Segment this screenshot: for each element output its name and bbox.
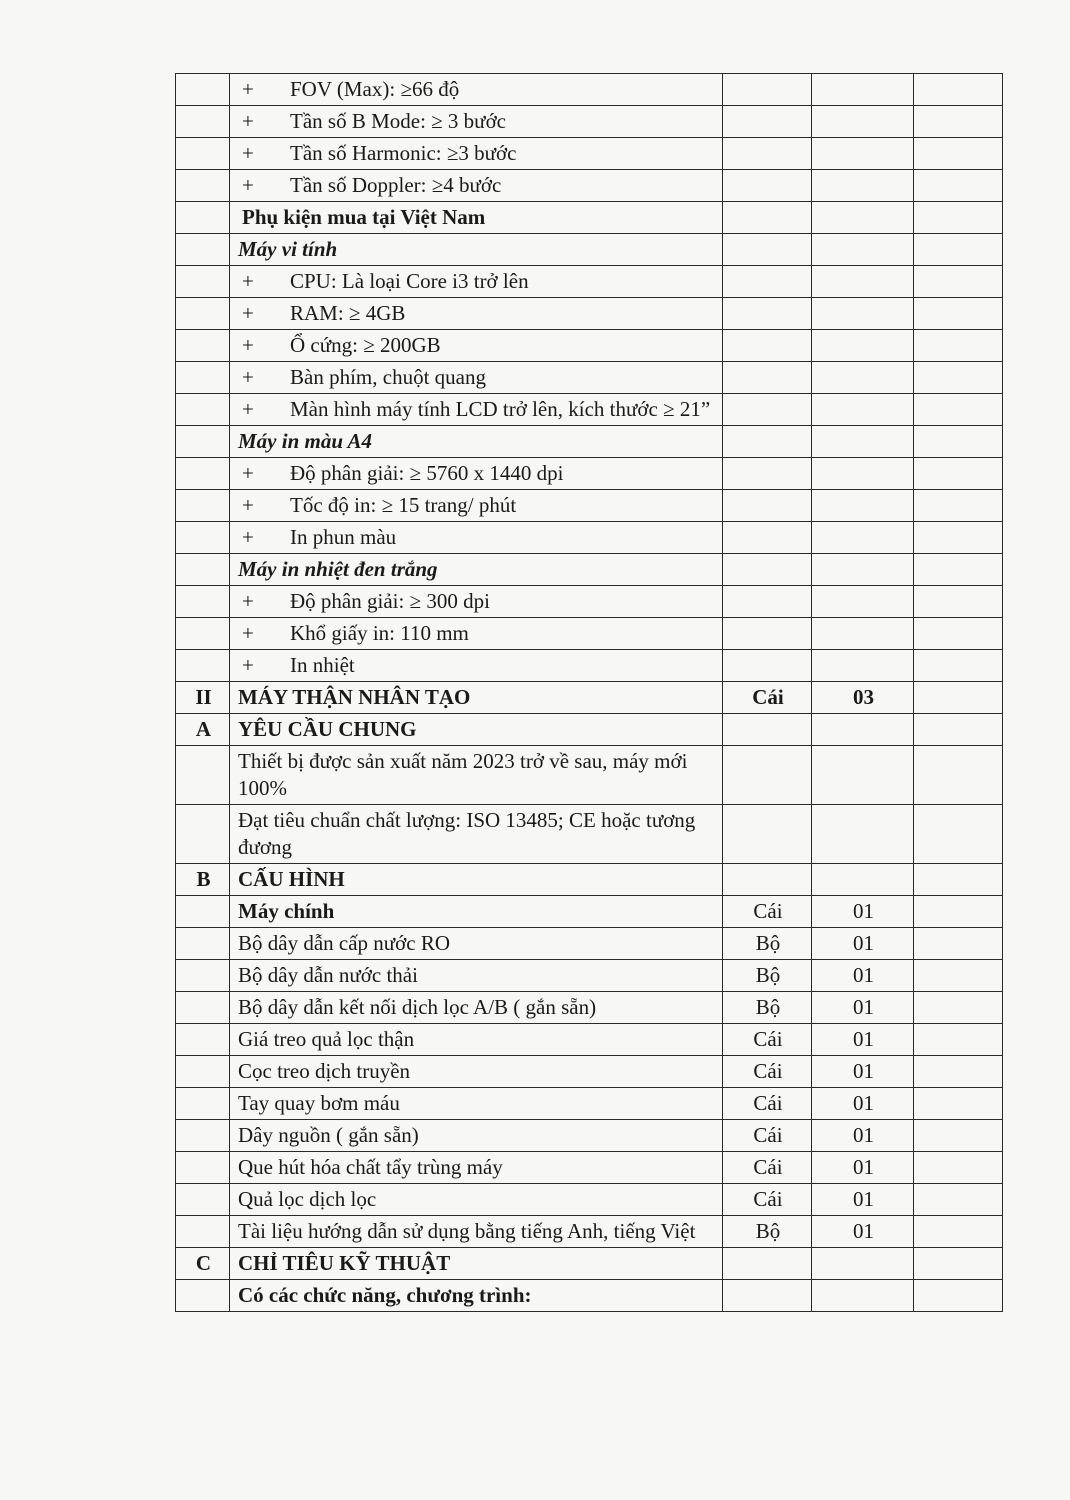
description-text: In nhiệt bbox=[290, 653, 355, 677]
table-row bbox=[176, 928, 1003, 960]
description-text: Bộ dây dẫn nước thải bbox=[238, 963, 418, 987]
row-number-cell bbox=[176, 1088, 230, 1120]
quantity-cell: 01 bbox=[812, 992, 914, 1024]
table-row bbox=[176, 896, 1003, 928]
table-row bbox=[176, 1056, 1003, 1088]
bullet-marker: + bbox=[242, 653, 254, 677]
row-number-cell bbox=[176, 1280, 230, 1312]
table-row bbox=[176, 490, 1003, 522]
empty-cell bbox=[914, 458, 1003, 490]
unit-cell bbox=[723, 1280, 812, 1312]
unit-cell: Cái bbox=[723, 1152, 812, 1184]
description-cell bbox=[230, 522, 723, 554]
row-number-cell: A bbox=[176, 714, 230, 746]
row-number-cell bbox=[176, 74, 230, 106]
quantity-cell bbox=[812, 522, 914, 554]
empty-cell bbox=[914, 1216, 1003, 1248]
empty-cell bbox=[914, 960, 1003, 992]
description-text: Máy vi tính bbox=[238, 237, 338, 261]
quantity-cell: 01 bbox=[812, 1216, 914, 1248]
table-row bbox=[176, 74, 1003, 106]
row-number-cell bbox=[176, 298, 230, 330]
description-text: Tay quay bơm máu bbox=[238, 1091, 400, 1115]
empty-cell bbox=[914, 805, 1003, 864]
description-cell bbox=[230, 960, 723, 992]
quantity-cell bbox=[812, 864, 914, 896]
description-cell bbox=[230, 618, 723, 650]
quantity-cell bbox=[812, 458, 914, 490]
quantity-cell bbox=[812, 490, 914, 522]
description-cell bbox=[230, 266, 723, 298]
empty-cell bbox=[914, 554, 1003, 586]
description-cell bbox=[230, 586, 723, 618]
row-number-cell bbox=[176, 426, 230, 458]
bullet-marker: + bbox=[242, 461, 254, 485]
description-cell bbox=[230, 805, 723, 864]
table-row bbox=[176, 1024, 1003, 1056]
description-text: MÁY THẬN NHÂN TẠO bbox=[238, 685, 471, 709]
description-text: Tần số Harmonic: ≥3 bước bbox=[290, 141, 517, 165]
description-text: Bộ dây dẫn cấp nước RO bbox=[238, 931, 451, 955]
description-cell bbox=[230, 330, 723, 362]
description-text: YÊU CẦU CHUNG bbox=[238, 717, 417, 741]
row-number-cell bbox=[176, 650, 230, 682]
description-text: Tần số Doppler: ≥4 bước bbox=[290, 173, 502, 197]
row-number-cell: II bbox=[176, 682, 230, 714]
row-number-cell bbox=[176, 1216, 230, 1248]
empty-cell bbox=[914, 1280, 1003, 1312]
unit-cell bbox=[723, 805, 812, 864]
empty-cell bbox=[914, 618, 1003, 650]
quantity-cell: 01 bbox=[812, 928, 914, 960]
quantity-cell bbox=[812, 266, 914, 298]
table-row bbox=[176, 1280, 1003, 1312]
description-cell bbox=[230, 1248, 723, 1280]
row-number-cell bbox=[176, 586, 230, 618]
description-cell bbox=[230, 928, 723, 960]
table-row bbox=[176, 106, 1003, 138]
bullet-marker: + bbox=[242, 269, 254, 293]
row-number-cell bbox=[176, 960, 230, 992]
table-row bbox=[176, 266, 1003, 298]
table-row bbox=[176, 330, 1003, 362]
empty-cell bbox=[914, 490, 1003, 522]
row-number-cell bbox=[176, 330, 230, 362]
empty-cell bbox=[914, 714, 1003, 746]
quantity-cell bbox=[812, 234, 914, 266]
empty-cell bbox=[914, 138, 1003, 170]
quantity-cell: 01 bbox=[812, 1056, 914, 1088]
empty-cell bbox=[914, 1152, 1003, 1184]
table-row bbox=[176, 1152, 1003, 1184]
quantity-cell bbox=[812, 202, 914, 234]
description-cell bbox=[230, 394, 723, 426]
quantity-cell bbox=[812, 170, 914, 202]
spec-table-body bbox=[176, 74, 1003, 1312]
description-cell bbox=[230, 992, 723, 1024]
empty-cell bbox=[914, 74, 1003, 106]
description-text: Bộ dây dẫn kết nối dịch lọc A/B ( gắn sẵn) bbox=[238, 995, 597, 1019]
unit-cell bbox=[723, 714, 812, 746]
table-row bbox=[176, 805, 1003, 864]
description-cell bbox=[230, 1216, 723, 1248]
empty-cell bbox=[914, 234, 1003, 266]
row-number-cell bbox=[176, 618, 230, 650]
table-row bbox=[176, 394, 1003, 426]
description-cell bbox=[230, 746, 723, 805]
unit-cell bbox=[723, 138, 812, 170]
quantity-cell bbox=[812, 746, 914, 805]
empty-cell bbox=[914, 202, 1003, 234]
description-text: Có các chức năng, chương trình: bbox=[238, 1283, 532, 1307]
empty-cell bbox=[914, 106, 1003, 138]
row-number-cell bbox=[176, 896, 230, 928]
unit-cell bbox=[723, 106, 812, 138]
table-row bbox=[176, 202, 1003, 234]
bullet-marker: + bbox=[242, 77, 254, 101]
table-row bbox=[176, 138, 1003, 170]
unit-cell bbox=[723, 554, 812, 586]
empty-cell bbox=[914, 1120, 1003, 1152]
description-text: Que hút hóa chất tẩy trùng máy bbox=[238, 1155, 503, 1179]
table-row bbox=[176, 234, 1003, 266]
table-row bbox=[176, 746, 1003, 805]
description-cell bbox=[230, 458, 723, 490]
description-text: Giá treo quả lọc thận bbox=[238, 1027, 415, 1051]
empty-cell bbox=[914, 650, 1003, 682]
quantity-cell bbox=[812, 298, 914, 330]
row-number-cell bbox=[176, 1024, 230, 1056]
unit-cell: Cái bbox=[723, 1056, 812, 1088]
description-text: Máy in màu A4 bbox=[238, 429, 372, 453]
empty-cell bbox=[914, 682, 1003, 714]
unit-cell: Bộ bbox=[723, 1216, 812, 1248]
row-number-cell bbox=[176, 1120, 230, 1152]
empty-cell bbox=[914, 992, 1003, 1024]
row-number-cell bbox=[176, 138, 230, 170]
unit-cell bbox=[723, 490, 812, 522]
table-row bbox=[176, 1216, 1003, 1248]
row-number-cell bbox=[176, 992, 230, 1024]
description-cell bbox=[230, 1088, 723, 1120]
row-number-cell bbox=[176, 554, 230, 586]
quantity-cell: 03 bbox=[812, 682, 914, 714]
description-cell bbox=[230, 714, 723, 746]
description-cell bbox=[230, 106, 723, 138]
unit-cell: Bộ bbox=[723, 928, 812, 960]
description-text: Cọc treo dịch truyền bbox=[238, 1059, 411, 1083]
description-text: Màn hình máy tính LCD trở lên, kích thước ≥ 21” bbox=[290, 397, 711, 421]
unit-cell bbox=[723, 74, 812, 106]
empty-cell bbox=[914, 864, 1003, 896]
row-number-cell bbox=[176, 928, 230, 960]
quantity-cell: 01 bbox=[812, 1184, 914, 1216]
unit-cell: Cái bbox=[723, 896, 812, 928]
row-number-cell bbox=[176, 106, 230, 138]
row-number-cell bbox=[176, 266, 230, 298]
empty-cell bbox=[914, 1248, 1003, 1280]
description-text: FOV (Max): ≥66 độ bbox=[290, 77, 460, 101]
bullet-marker: + bbox=[242, 493, 254, 517]
empty-cell bbox=[914, 1184, 1003, 1216]
row-number-cell bbox=[176, 458, 230, 490]
description-cell bbox=[230, 170, 723, 202]
description-text: Thiết bị được sản xuất năm 2023 trở về sau, máy mới 100% bbox=[238, 749, 688, 800]
quantity-cell bbox=[812, 618, 914, 650]
quantity-cell bbox=[812, 426, 914, 458]
table-row bbox=[176, 1248, 1003, 1280]
description-cell bbox=[230, 1024, 723, 1056]
description-cell bbox=[230, 490, 723, 522]
unit-cell bbox=[723, 266, 812, 298]
table-row bbox=[176, 170, 1003, 202]
unit-cell bbox=[723, 650, 812, 682]
table-row bbox=[176, 1184, 1003, 1216]
empty-cell bbox=[914, 266, 1003, 298]
table-row bbox=[176, 650, 1003, 682]
row-number-cell bbox=[176, 746, 230, 805]
quantity-cell: 01 bbox=[812, 1152, 914, 1184]
description-cell bbox=[230, 864, 723, 896]
row-number-cell: C bbox=[176, 1248, 230, 1280]
unit-cell: Bộ bbox=[723, 960, 812, 992]
empty-cell bbox=[914, 362, 1003, 394]
description-text: Bàn phím, chuột quang bbox=[290, 365, 486, 389]
table-row bbox=[176, 1120, 1003, 1152]
bullet-marker: + bbox=[242, 301, 254, 325]
bullet-marker: + bbox=[242, 621, 254, 645]
row-number-cell bbox=[176, 170, 230, 202]
table-row bbox=[176, 960, 1003, 992]
unit-cell bbox=[723, 618, 812, 650]
quantity-cell bbox=[812, 394, 914, 426]
empty-cell bbox=[914, 586, 1003, 618]
quantity-cell bbox=[812, 554, 914, 586]
unit-cell bbox=[723, 426, 812, 458]
bullet-marker: + bbox=[242, 173, 254, 197]
empty-cell bbox=[914, 330, 1003, 362]
description-text: RAM: ≥ 4GB bbox=[290, 301, 406, 325]
description-cell bbox=[230, 896, 723, 928]
quantity-cell bbox=[812, 650, 914, 682]
table-row bbox=[176, 1088, 1003, 1120]
quantity-cell: 01 bbox=[812, 896, 914, 928]
description-cell bbox=[230, 202, 723, 234]
table-row bbox=[176, 864, 1003, 896]
table-row bbox=[176, 992, 1003, 1024]
empty-cell bbox=[914, 298, 1003, 330]
description-text: Phụ kiện mua tại Việt Nam bbox=[242, 205, 486, 229]
unit-cell bbox=[723, 362, 812, 394]
row-number-cell bbox=[176, 1152, 230, 1184]
quantity-cell bbox=[812, 714, 914, 746]
empty-cell bbox=[914, 394, 1003, 426]
description-text: In phun màu bbox=[290, 525, 397, 549]
description-text: Máy chính bbox=[238, 899, 335, 923]
table-row bbox=[176, 426, 1003, 458]
description-cell bbox=[230, 426, 723, 458]
quantity-cell: 01 bbox=[812, 1088, 914, 1120]
row-number-cell bbox=[176, 202, 230, 234]
table-row bbox=[176, 586, 1003, 618]
description-text: Độ phân giải: ≥ 300 dpi bbox=[290, 589, 490, 613]
row-number-cell bbox=[176, 1184, 230, 1216]
description-cell bbox=[230, 1120, 723, 1152]
unit-cell bbox=[723, 864, 812, 896]
unit-cell bbox=[723, 202, 812, 234]
row-number-cell bbox=[176, 394, 230, 426]
unit-cell bbox=[723, 746, 812, 805]
unit-cell bbox=[723, 170, 812, 202]
description-text: Máy in nhiệt đen trắng bbox=[238, 557, 438, 581]
description-text: Quả lọc dịch lọc bbox=[238, 1187, 377, 1211]
unit-cell bbox=[723, 1248, 812, 1280]
description-text: Dây nguồn ( gắn sẵn) bbox=[238, 1123, 419, 1147]
empty-cell bbox=[914, 746, 1003, 805]
table-row bbox=[176, 554, 1003, 586]
quantity-cell bbox=[812, 586, 914, 618]
description-cell bbox=[230, 298, 723, 330]
description-text: Tài liệu hướng dẫn sử dụng bằng tiếng Anh, tiếng Việt bbox=[238, 1219, 696, 1243]
unit-cell bbox=[723, 458, 812, 490]
quantity-cell bbox=[812, 106, 914, 138]
description-cell bbox=[230, 234, 723, 266]
quantity-cell bbox=[812, 330, 914, 362]
description-text: Độ phân giải: ≥ 5760 x 1440 dpi bbox=[290, 461, 564, 485]
description-cell bbox=[230, 554, 723, 586]
description-cell bbox=[230, 682, 723, 714]
bullet-marker: + bbox=[242, 333, 254, 357]
unit-cell bbox=[723, 298, 812, 330]
description-cell bbox=[230, 1184, 723, 1216]
table-row bbox=[176, 298, 1003, 330]
spec-table bbox=[175, 73, 1003, 1312]
unit-cell: Bộ bbox=[723, 992, 812, 1024]
description-text: Khổ giấy in: 110 mm bbox=[290, 621, 469, 645]
unit-cell: Cái bbox=[723, 682, 812, 714]
description-cell bbox=[230, 362, 723, 394]
description-text: CẤU HÌNH bbox=[238, 867, 345, 891]
bullet-marker: + bbox=[242, 397, 254, 421]
unit-cell bbox=[723, 586, 812, 618]
description-cell bbox=[230, 74, 723, 106]
empty-cell bbox=[914, 170, 1003, 202]
description-text: CPU: Là loại Core i3 trở lên bbox=[290, 269, 529, 293]
empty-cell bbox=[914, 1056, 1003, 1088]
description-cell bbox=[230, 1056, 723, 1088]
description-cell bbox=[230, 650, 723, 682]
table-row bbox=[176, 458, 1003, 490]
table-row bbox=[176, 682, 1003, 714]
empty-cell bbox=[914, 928, 1003, 960]
quantity-cell bbox=[812, 1248, 914, 1280]
description-cell bbox=[230, 138, 723, 170]
description-cell bbox=[230, 1152, 723, 1184]
quantity-cell: 01 bbox=[812, 1120, 914, 1152]
table-row bbox=[176, 618, 1003, 650]
table-row bbox=[176, 362, 1003, 394]
quantity-cell bbox=[812, 138, 914, 170]
unit-cell bbox=[723, 394, 812, 426]
description-cell bbox=[230, 1280, 723, 1312]
bullet-marker: + bbox=[242, 589, 254, 613]
row-number-cell bbox=[176, 234, 230, 266]
quantity-cell: 01 bbox=[812, 1024, 914, 1056]
quantity-cell bbox=[812, 74, 914, 106]
quantity-cell bbox=[812, 362, 914, 394]
empty-cell bbox=[914, 1088, 1003, 1120]
unit-cell: Cái bbox=[723, 1088, 812, 1120]
unit-cell: Cái bbox=[723, 1184, 812, 1216]
empty-cell bbox=[914, 426, 1003, 458]
row-number-cell bbox=[176, 362, 230, 394]
bullet-marker: + bbox=[242, 141, 254, 165]
unit-cell bbox=[723, 234, 812, 266]
bullet-marker: + bbox=[242, 525, 254, 549]
bullet-marker: + bbox=[242, 109, 254, 133]
empty-cell bbox=[914, 1024, 1003, 1056]
unit-cell: Cái bbox=[723, 1120, 812, 1152]
unit-cell bbox=[723, 522, 812, 554]
quantity-cell bbox=[812, 1280, 914, 1312]
quantity-cell: 01 bbox=[812, 960, 914, 992]
row-number-cell bbox=[176, 522, 230, 554]
empty-cell bbox=[914, 896, 1003, 928]
description-text: Ổ cứng: ≥ 200GB bbox=[290, 333, 441, 357]
unit-cell: Cái bbox=[723, 1024, 812, 1056]
bullet-marker: + bbox=[242, 365, 254, 389]
table-row bbox=[176, 522, 1003, 554]
description-text: CHỈ TIÊU KỸ THUẬT bbox=[238, 1251, 451, 1275]
row-number-cell bbox=[176, 805, 230, 864]
empty-cell bbox=[914, 522, 1003, 554]
row-number-cell bbox=[176, 490, 230, 522]
description-text: Tốc độ in: ≥ 15 trang/ phút bbox=[290, 493, 517, 517]
quantity-cell bbox=[812, 805, 914, 864]
unit-cell bbox=[723, 330, 812, 362]
description-text: Tần số B Mode: ≥ 3 bước bbox=[290, 109, 506, 133]
table-row bbox=[176, 714, 1003, 746]
row-number-cell: B bbox=[176, 864, 230, 896]
row-number-cell bbox=[176, 1056, 230, 1088]
description-text: Đạt tiêu chuẩn chất lượng: ISO 13485; CE hoặc tương đương bbox=[238, 808, 696, 859]
